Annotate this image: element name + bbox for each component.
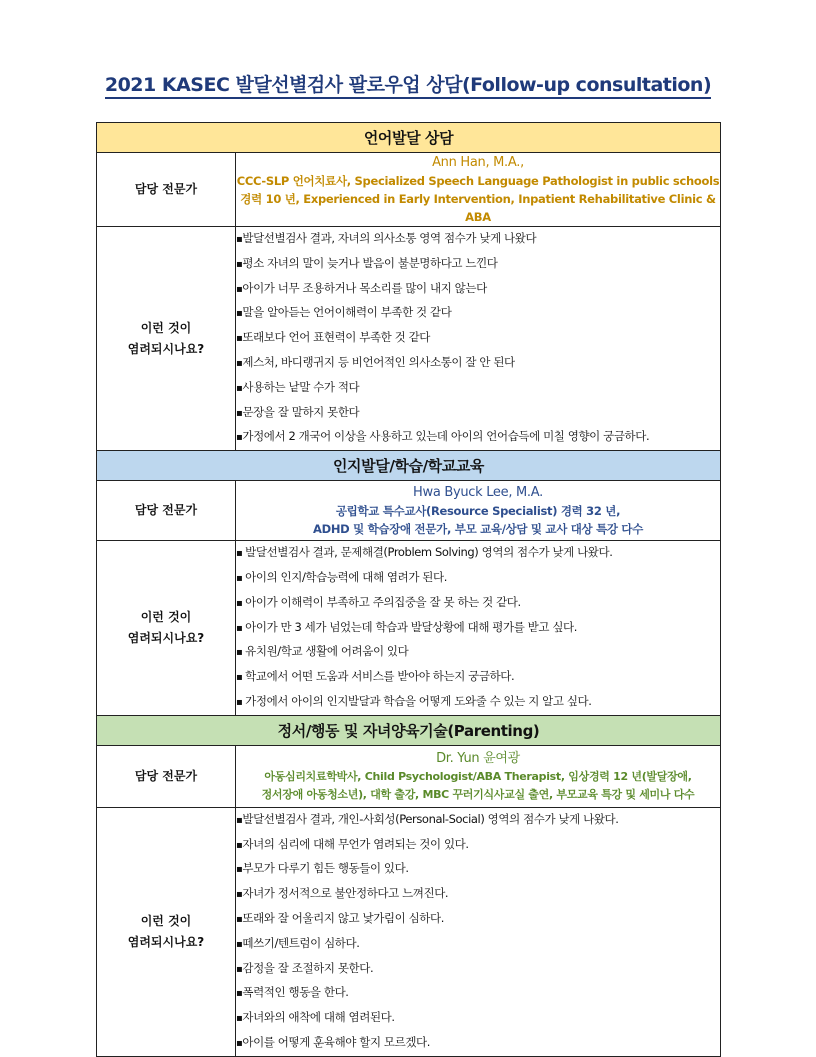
expert-label: 담당 전문가: [97, 745, 236, 807]
concern-label-line: 이런 것이: [140, 320, 192, 335]
expert-name: Dr. Yun 윤여광: [436, 750, 520, 766]
list-item: ▪ 폭력적인 행동을 한다.: [236, 981, 720, 1006]
concern-label: [97, 807, 236, 1056]
page-title-text: 2021 KASEC 발달선별검사 팔로우업 상담(Follow-up consultation): [105, 74, 711, 99]
expert-row: [97, 153, 721, 227]
concern-label-line: 이런 것이: [140, 913, 192, 928]
list-item: ▪ 가정에서 2 개국어 이상을 사용하고 있는데 아이의 언어습득에 미칠 영향이 궁금하다.: [236, 425, 720, 450]
expert-label: 담당 전문가: [97, 481, 236, 541]
list-item: ▪ 감정을 잘 조절하지 못한다.: [236, 957, 720, 982]
list-item: ▪ 사용하는 낱말 수가 적다: [236, 376, 720, 401]
expert-name: Ann Han, M.A.,: [432, 155, 524, 170]
list-item: ▪ 아이를 어떻게 훈육해야 할지 모르겠다.: [236, 1031, 720, 1056]
list-item: ▪ 아이의 인지/학습능력에 대해 염려가 된다.: [236, 566, 720, 591]
list-item: ▪ 또래와 잘 어울리지 않고 낯가림이 심하다.: [236, 907, 720, 932]
section-header-language: 언어발달 상담: [97, 123, 721, 153]
section-header-parenting: 정서/행동 및 자녀양육기술(Parenting): [97, 715, 721, 745]
list-item: ▪ 부모가 다루기 힘든 행동들이 있다.: [236, 857, 720, 882]
page-title: [0, 70, 816, 97]
list-item: ▪ 가정에서 아이의 인지발달과 학습을 어떻게 도와줄 수 있는 지 알고 싶다.: [236, 690, 720, 715]
list-item: ▪ 학교에서 어떤 도움과 서비스를 받아야 하는지 궁금하다.: [236, 665, 720, 690]
expert-credential: 아동심리치료학박사, Child Psychologist/ABA Therapist, 임상경력 12 년(발달장애,: [264, 769, 692, 783]
list-item: ▪ 문장을 잘 말하지 못한다: [236, 401, 720, 426]
concern-label-line: 염려되시나요?: [127, 934, 205, 949]
section-header-row: [97, 451, 721, 481]
expert-credential: 공립학교 특수교사(Resource Specialist) 경력 32 년,: [335, 504, 621, 519]
section-header-row: [97, 715, 721, 745]
list-item: ▪ 아이가 너무 조용하거나 목소리를 많이 내지 않는다: [236, 277, 720, 302]
list-item: ▪ 자녀가 정서적으로 불안정하다고 느껴진다.: [236, 882, 720, 907]
list-item: ▪ 발달선별검사 결과, 자녀의 의사소통 영역 점수가 낮게 나왔다: [236, 227, 720, 252]
concern-label: [97, 227, 236, 451]
section-header-row: [97, 123, 721, 153]
section-header-cognitive: 인지발달/학습/학교교육: [97, 451, 721, 481]
list-item: ▪ 발달선별검사 결과, 개인-사회성(Personal-Social) 영역의 점수가 낮게 나왔다.: [236, 808, 720, 833]
expert-credential: 경력 10 년, Experienced in Early Intervention, Inpatient Rehabilitative Clinic & ABA: [240, 192, 716, 224]
expert-info-language: [236, 153, 721, 227]
list-item: ▪ 제스처, 바디랭귀지 등 비언어적인 의사소통이 잘 안 된다: [236, 351, 720, 376]
concern-row: [97, 807, 721, 1056]
concern-list-parenting: [236, 807, 721, 1056]
list-item: ▪ 유치원/학교 생활에 어려움이 있다: [236, 640, 720, 665]
expert-credential: 정서장애 아동청소년), 대학 출강, MBC 꾸러기식사교실 출연, 부모교육 특강 및 세미나 다수: [261, 787, 695, 801]
consultation-table: [96, 122, 721, 1057]
list-item: ▪ 아이가 만 3 세가 넘었는데 학습과 발달상황에 대해 평가를 받고 싶다.: [236, 616, 720, 641]
list-item: ▪ 떼쓰기/텐트럼이 심하다.: [236, 932, 720, 957]
concern-list-language: [236, 227, 721, 451]
list-item: ▪ 자녀의 심리에 대해 무언가 염려되는 것이 있다.: [236, 833, 720, 858]
expert-row: [97, 481, 721, 541]
concern-label: [97, 541, 236, 716]
expert-info-cognitive: [236, 481, 721, 541]
list-item: ▪ 말을 알아듣는 언어이해력이 부족한 것 같다: [236, 301, 720, 326]
concern-label-line: 이런 것이: [140, 609, 192, 624]
concern-row: [97, 541, 721, 716]
expert-label: 담당 전문가: [97, 153, 236, 227]
list-item: ▪ 아이가 이해력이 부족하고 주의집중을 잘 못 하는 것 같다.: [236, 591, 720, 616]
expert-name: Hwa Byuck Lee, M.A.: [413, 485, 543, 501]
concern-label-line: 염려되시나요?: [127, 341, 205, 356]
list-item: ▪ 평소 자녀의 말이 늦거나 발음이 불분명하다고 느낀다: [236, 252, 720, 277]
concern-row: [97, 227, 721, 451]
concern-list-cognitive: [236, 541, 721, 716]
concern-label-line: 염려되시나요?: [127, 630, 205, 645]
list-item: ▪ 자녀와의 애착에 대해 염려된다.: [236, 1006, 720, 1031]
expert-row: [97, 745, 721, 807]
expert-info-parenting: [236, 745, 721, 807]
expert-credential: CCC-SLP 언어치료사, Specialized Speech Language Pathologist in public schools: [236, 174, 720, 188]
list-item: ▪ 또래보다 언어 표현력이 부족한 것 같다: [236, 326, 720, 351]
expert-credential: ADHD 및 학습장애 전문가, 부모 교육/상담 및 교사 대상 특강 다수: [312, 522, 644, 537]
list-item: ▪ 발달선별검사 결과, 문제해결(Problem Solving) 영역의 점수가 낮게 나왔다.: [236, 541, 720, 566]
